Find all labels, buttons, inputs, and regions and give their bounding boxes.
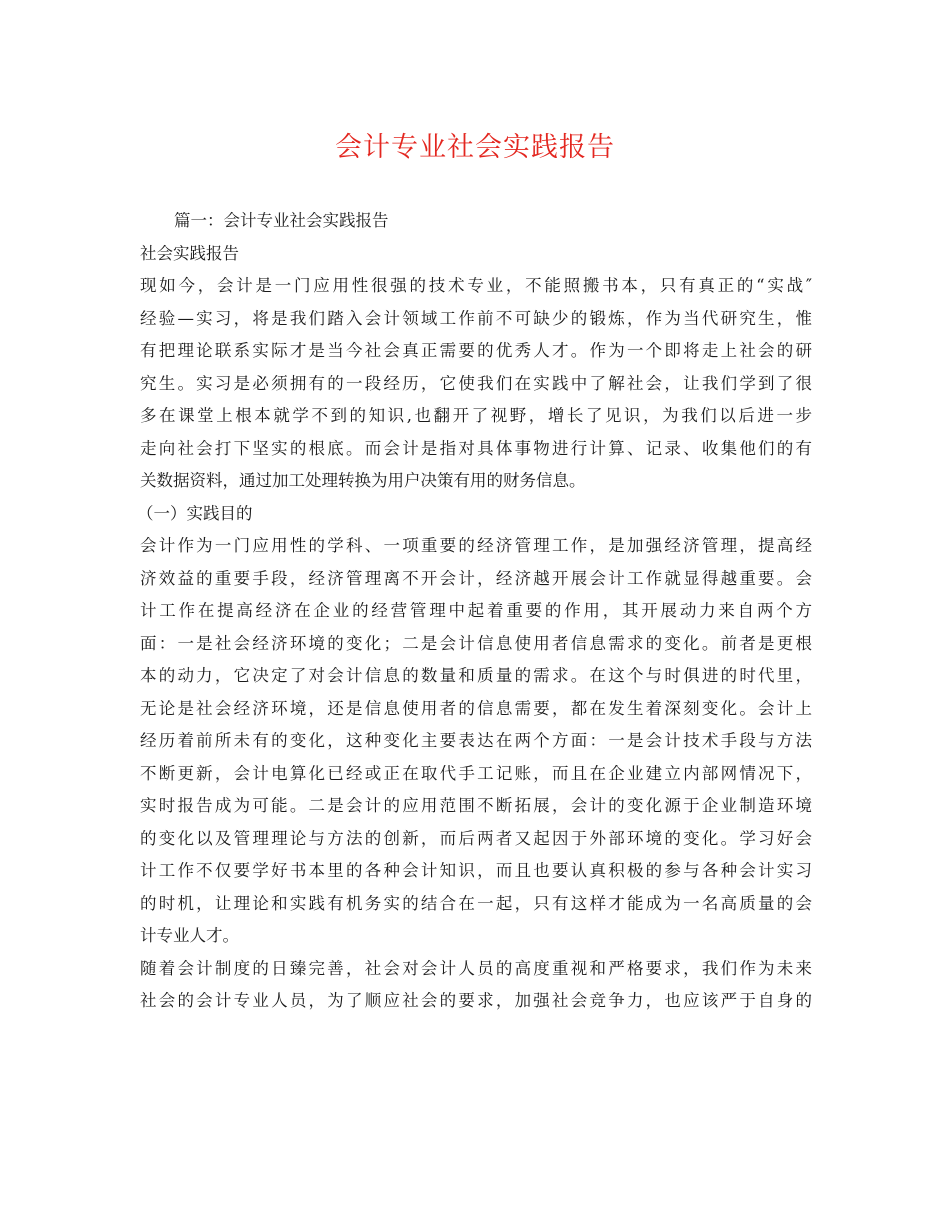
- subsection-heading: （一）实践目的: [137, 503, 253, 523]
- paragraph-line: 面：一是社会经济环境的变化；二是会计信息使用者信息需求的变化。前者是更根: [140, 633, 812, 653]
- paragraph-line: 社会的会计专业人员，为了顺应社会的要求，加强社会竞争力，也应该严于自身的: [140, 991, 812, 1010]
- paragraph-line: 不断更新，会计电算化已经或正在取代手工记账，而且在企业建立内部网情况下，: [140, 763, 812, 783]
- paragraph-line: 经历着前所未有的变化，这种变化主要表达在两个方面：一是会计技术手段与方法: [140, 731, 812, 750]
- paragraph-line: 随着会计制度的日臻完善，社会对会计人员的高度重视和严格要求，我们作为未来: [140, 958, 812, 978]
- paragraph-line: 计工作在提高经济在企业的经营管理中起着重要的作用，其开展动力来自两个方: [140, 601, 812, 620]
- article-heading: 篇一：会计专业社会实践报告: [174, 211, 389, 230]
- paragraph-line: 计工作不仅要学好书本里的各种会计知识，而且也要认真积极的参与各种会计实习: [140, 861, 812, 880]
- paragraph-line: 究生。实习是必须拥有的一段经历，它使我们在实践中了解社会，让我们学到了很: [140, 373, 812, 393]
- paragraph-line: 走向社会打下坚实的根底。而会计是指对具体事物进行计算、记录、收集他们的有: [140, 438, 812, 458]
- paragraph-line: 多在课堂上根本就学不到的知识,也翻开了视野，增长了见识，为我们以后进一步: [140, 406, 812, 425]
- section-heading: 社会实践报告: [140, 243, 239, 263]
- paragraph-line: 关数据资料，通过加工处理转换为用户决策有用的财务信息。: [140, 471, 586, 490]
- paragraph-line: 本的动力，它决定了对会计信息的数量和质量的需求。在这个与时俱进的时代里，: [140, 666, 812, 685]
- paragraph-line: 会计作为一门应用性的学科、一项重要的经济管理工作，是加强经济管理，提高经: [140, 536, 812, 555]
- document-body: [137, 205, 812, 1018]
- paragraph-line: 实时报告成为可能。二是会计的应用范围不断拓展，会计的变化源于企业制造环境: [140, 796, 812, 815]
- paragraph-line: 有把理论联系实际才是当今社会真正需要的优秀人才。作为一个即将走上社会的研: [140, 341, 812, 360]
- paragraph-line: 的时机，让理论和实践有机务实的结合在一起，只有这样才能成为一名高质量的会: [140, 893, 812, 913]
- document-title: 会计专业社会实践报告: [335, 132, 615, 163]
- paragraph-line: 现如今，会计是一门应用性很强的技术专业，不能照搬书本，只有真正的“实战″: [140, 276, 812, 295]
- paragraph-line: 经验—实习，将是我们踏入会计领域工作前不可缺少的锻炼，作为当代研究生，惟: [140, 308, 812, 328]
- paragraph-line: 无论是社会经济环境，还是信息使用者的信息需要，都在发生着深刻变化。会计上: [140, 698, 812, 718]
- paragraph-line: 计专业人才。: [140, 926, 239, 945]
- paragraph-line: 的变化以及管理理论与方法的创新，而后两者又起因于外部环境的变化。学习好会: [140, 828, 812, 848]
- paragraph-line: 济效益的重要手段，经济管理离不开会计，经济越开展会计工作就显得越重要。会: [140, 568, 812, 588]
